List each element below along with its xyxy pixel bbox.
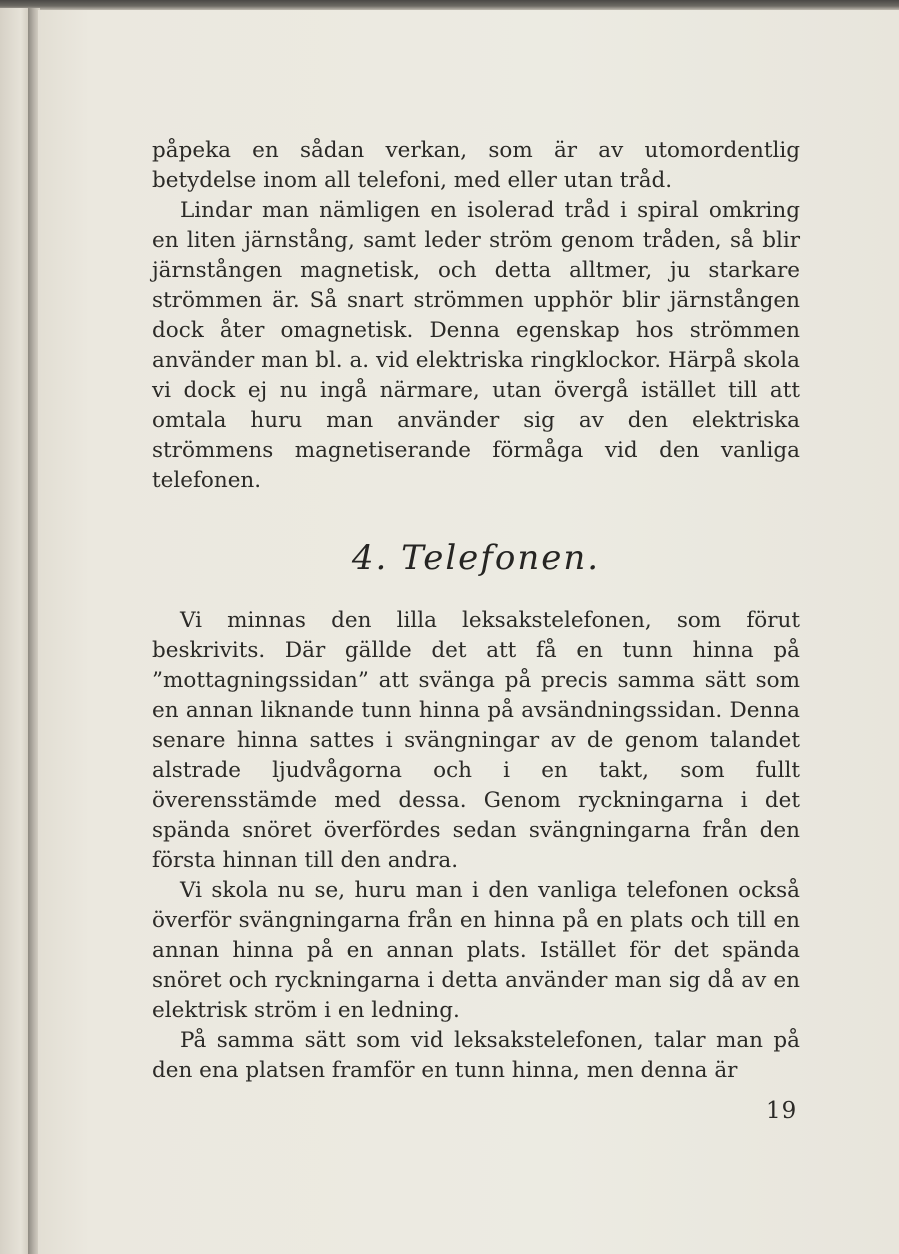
paragraph: Vi skola nu se, huru man i den vanliga telefonen också överför svängningarna från en hinna på en plats och till en annan hinna på en annan plats. Istället för det spända snöret och ryckningarna i detta använder man sig då av en elektrisk ström i en ledning. bbox=[152, 878, 800, 1023]
body-text bbox=[152, 136, 800, 1086]
paragraph: Lindar man nämligen en isolerad tråd i spiral omkring en liten järnstång, samt leder ström genom tråden, så blir järnstången magnetisk, och detta alltmer, ju starkare strömmen är. Så snart strömmen upphör blir järnstången dock åter omagnetisk. Denna egenskap hos strömmen använder man bl. a. vid elektriska ringklockor. Härpå skola vi dock ej nu ingå närmare, utan övergå istället till att omtala huru man använder sig av den elektriska strömmens magnetiserande förmåga vid den vanliga telefonen. bbox=[152, 198, 800, 493]
paragraph-continued: påpeka en sådan verkan, som är av utomordentlig betydelse inom all telefoni, med eller utan tråd. bbox=[152, 138, 800, 193]
paragraph: På samma sätt som vid leksakstelefonen, talar man på den ena platsen framför en tunn hinna, men denna är bbox=[152, 1028, 800, 1083]
paragraph: Vi minnas den lilla leksakstelefonen, som förut beskrivits. Där gällde det att få en tunn hinna på ”mottagningssidan” att svänga på precis samma sätt som en annan liknande tunn hinna på avsändningssidan. Denna senare hinna sattes i svängningar av de genom talandet alstrade ljudvågorna och i en takt, som fullt överensstämde med dessa. Genom ryckningarna i det spända snöret överfördes sedan svängningarna från den första hinnan till den andra. bbox=[152, 608, 800, 873]
book-edge bbox=[0, 0, 899, 10]
previous-page-edge bbox=[0, 8, 30, 1254]
section-heading: 4. Telefonen. bbox=[351, 538, 601, 578]
page-number: 19 bbox=[766, 1098, 798, 1124]
